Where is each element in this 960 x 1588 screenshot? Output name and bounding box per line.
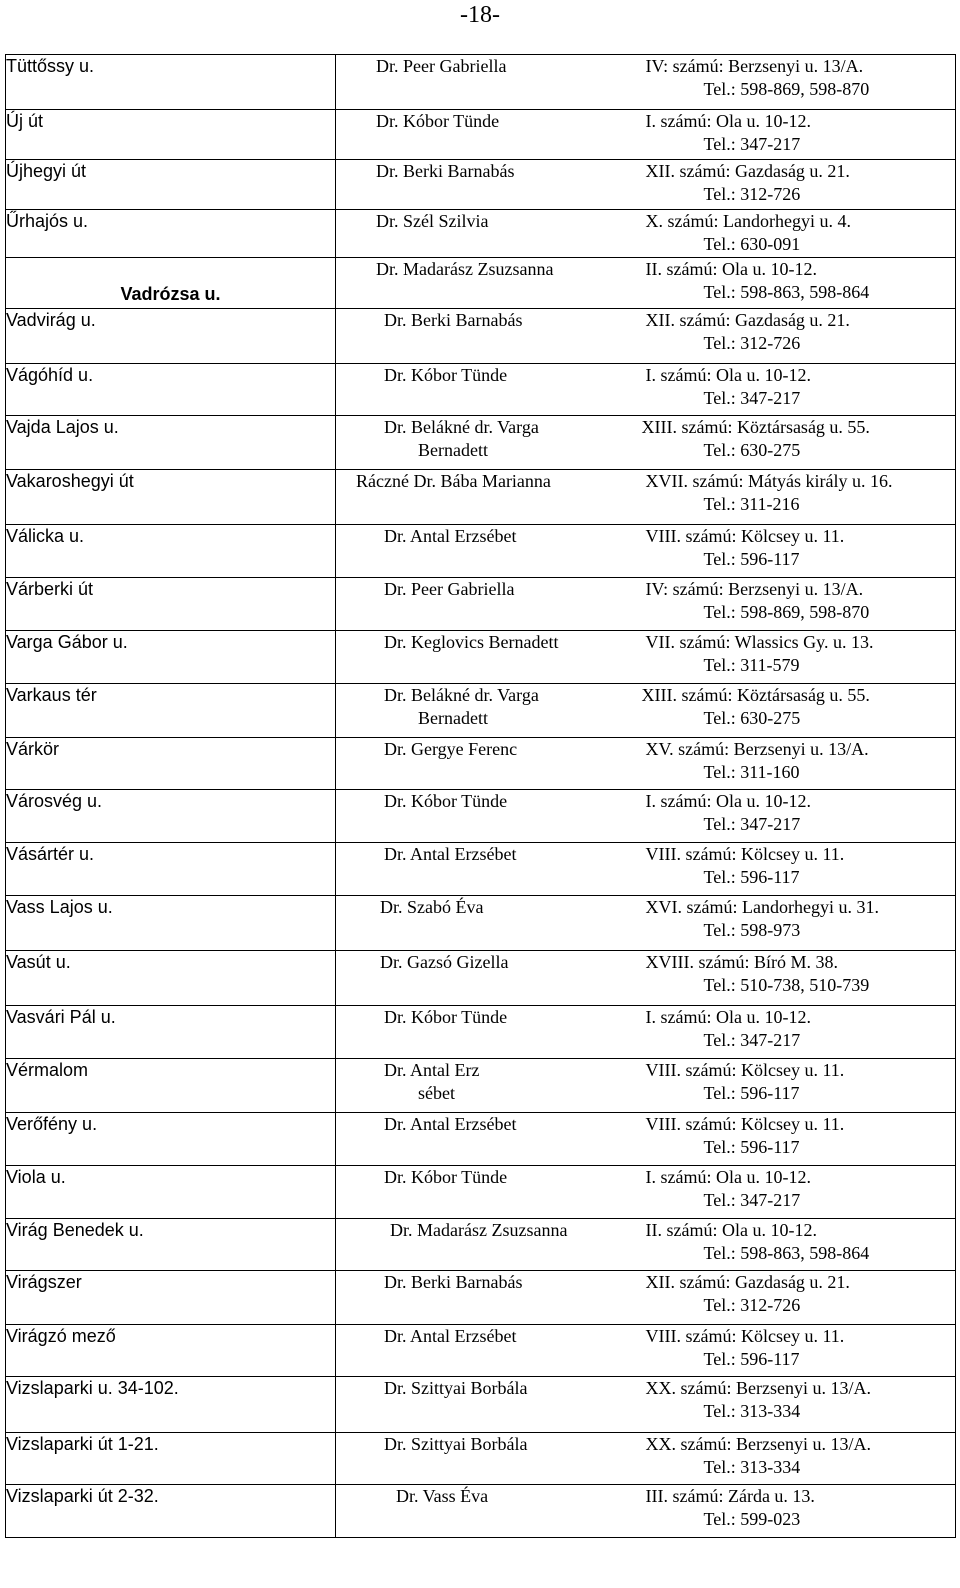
street-name-cell: Várkör xyxy=(6,738,336,790)
phone-number: Tel.: 311-579 xyxy=(703,655,800,675)
street-name-cell: Városvég u. xyxy=(6,790,336,843)
office-address: VIII. számú: Kölcsey u. 11. xyxy=(645,526,845,546)
office-address: IV: számú: Berzsenyi u. 13/A. xyxy=(645,579,864,599)
table-row xyxy=(6,578,956,631)
office-address: XII. számú: Gazdaság u. 21. xyxy=(645,310,850,330)
phone-number: Tel.: 347-217 xyxy=(703,1030,801,1050)
phone-number: Tel.: 347-217 xyxy=(703,1190,801,1210)
phone-number: Tel.: 312-726 xyxy=(703,333,801,353)
office-address: I. számú: Ola u. 10-12. xyxy=(645,1007,811,1027)
office-address: XVIII. számú: Bíró M. 38. xyxy=(645,952,838,972)
table-row xyxy=(6,790,956,843)
table-row xyxy=(6,55,956,110)
phone-number: Tel.: 311-216 xyxy=(703,494,800,514)
district-office-cell xyxy=(626,1325,956,1377)
table-row xyxy=(6,110,956,160)
table-row xyxy=(6,738,956,790)
table-row xyxy=(6,1485,956,1538)
doctor-cell xyxy=(336,1433,626,1485)
district-office-cell xyxy=(626,1219,956,1271)
street-name-cell: Vasvári Pál u. xyxy=(6,1006,336,1059)
doctor-cell xyxy=(336,1219,626,1271)
doctor-name: Dr. Keglovics Bernadett xyxy=(384,632,559,652)
doctor-cell xyxy=(336,578,626,631)
doctor-cell xyxy=(336,951,626,1006)
district-office-cell xyxy=(626,364,956,416)
district-office-cell xyxy=(626,1059,956,1113)
office-address: XIII. számú: Köztársaság u. 55. xyxy=(641,417,870,437)
doctor-name: Dr. Berki Barnabás xyxy=(384,310,523,330)
doctor-name: Bernadett xyxy=(418,440,488,460)
street-name-cell: Vizslaparki út 1-21. xyxy=(6,1433,336,1485)
phone-number: Tel.: 598-869, 598-870 xyxy=(703,602,870,622)
table-row xyxy=(6,160,956,210)
street-district-table xyxy=(5,54,956,1538)
phone-number: Tel.: 510-738, 510-739 xyxy=(703,975,870,995)
table-row xyxy=(6,1377,956,1433)
street-name-cell: Új út xyxy=(6,110,336,160)
phone-number: Tel.: 311-160 xyxy=(703,762,800,782)
phone-number: Tel.: 598-869, 598-870 xyxy=(703,79,870,99)
phone-number: Tel.: 347-217 xyxy=(703,134,801,154)
street-name-cell: Vajda Lajos u. xyxy=(6,416,336,470)
phone-number: Tel.: 312-726 xyxy=(703,184,801,204)
phone-number: Tel.: 313-334 xyxy=(703,1401,801,1421)
office-address: XVI. számú: Landorhegyi u. 31. xyxy=(645,897,879,917)
phone-number: Tel.: 347-217 xyxy=(703,388,801,408)
phone-number: Tel.: 596-117 xyxy=(703,1083,800,1103)
doctor-cell xyxy=(336,1059,626,1113)
doctor-cell xyxy=(336,55,626,110)
doctor-cell xyxy=(336,309,626,364)
office-address: XIII. számú: Köztársaság u. 55. xyxy=(641,685,870,705)
phone-number: Tel.: 630-275 xyxy=(703,708,801,728)
doctor-cell xyxy=(336,1166,626,1219)
doctor-name: Dr. Madarász Zsuzsanna xyxy=(376,259,554,279)
office-address: VIII. számú: Kölcsey u. 11. xyxy=(645,1326,845,1346)
street-name-cell: Vass Lajos u. xyxy=(6,896,336,951)
street-name-cell: Vizslaparki út 2-32. xyxy=(6,1485,336,1538)
doctor-cell xyxy=(336,843,626,896)
doctor-cell xyxy=(336,416,626,470)
doctor-cell xyxy=(336,110,626,160)
phone-number: Tel.: 313-334 xyxy=(703,1457,801,1477)
office-address: I. számú: Ola u. 10-12. xyxy=(645,111,811,131)
phone-number: Tel.: 596-117 xyxy=(703,1137,800,1157)
office-address: III. számú: Zárda u. 13. xyxy=(645,1486,815,1506)
table-row xyxy=(6,364,956,416)
district-office-cell xyxy=(626,631,956,684)
doctor-cell xyxy=(336,1377,626,1433)
doctor-name: Dr. Antal Erzsébet xyxy=(384,1114,517,1134)
doctor-name: Dr. Madarász Zsuzsanna xyxy=(390,1220,568,1240)
doctor-name: Dr. Szabó Éva xyxy=(380,897,484,917)
district-office-cell xyxy=(626,843,956,896)
doctor-cell xyxy=(336,470,626,525)
table-row xyxy=(6,210,956,258)
district-office-cell xyxy=(626,55,956,110)
street-name-cell: Varkaus tér xyxy=(6,684,336,738)
phone-number: Tel.: 598-863, 598-864 xyxy=(703,1243,870,1263)
street-name-cell: Vasút u. xyxy=(6,951,336,1006)
doctor-name: Dr. Kóbor Tünde xyxy=(384,1167,508,1187)
doctor-name: Dr. Szittyai Borbála xyxy=(384,1378,528,1398)
district-office-cell xyxy=(626,1377,956,1433)
doctor-cell xyxy=(336,1006,626,1059)
doctor-name: Dr. Gazsó Gizella xyxy=(380,952,509,972)
street-name-cell: Űrhajós u. xyxy=(6,210,336,258)
table-row xyxy=(6,684,956,738)
street-name-cell: Várberki út xyxy=(6,578,336,631)
district-office-cell xyxy=(626,738,956,790)
district-office-cell xyxy=(626,790,956,843)
office-address: XII. számú: Gazdaság u. 21. xyxy=(645,161,850,181)
doctor-name: Dr. Antal Erz xyxy=(384,1060,480,1080)
doctor-name: sébet xyxy=(418,1083,455,1103)
table-row xyxy=(6,1006,956,1059)
doctor-cell xyxy=(336,1485,626,1538)
table-row xyxy=(6,525,956,578)
doctor-name: Dr. Peer Gabriella xyxy=(384,579,515,599)
doctor-name: Ráczné Dr. Bába Marianna xyxy=(356,471,551,491)
district-office-cell xyxy=(626,578,956,631)
doctor-cell xyxy=(336,364,626,416)
street-name-cell: Vizslaparki u. 34-102. xyxy=(6,1377,336,1433)
doctor-cell xyxy=(336,258,626,309)
doctor-cell xyxy=(336,738,626,790)
doctor-name: Dr. Belákné dr. Varga xyxy=(384,417,539,437)
table-row xyxy=(6,843,956,896)
doctor-name: Dr. Szittyai Borbála xyxy=(384,1434,528,1454)
street-name-cell: Varga Gábor u. xyxy=(6,631,336,684)
office-address: I. számú: Ola u. 10-12. xyxy=(645,365,811,385)
district-office-cell xyxy=(626,1433,956,1485)
office-address: VIII. számú: Kölcsey u. 11. xyxy=(645,1114,845,1134)
street-name-cell: Vásártér u. xyxy=(6,843,336,896)
doctor-cell xyxy=(336,684,626,738)
street-name-cell: Verőfény u. xyxy=(6,1113,336,1166)
table-row xyxy=(6,470,956,525)
doctor-cell xyxy=(336,1325,626,1377)
district-office-cell xyxy=(626,1006,956,1059)
district-office-cell xyxy=(626,1113,956,1166)
phone-number: Tel.: 630-091 xyxy=(703,234,801,254)
doctor-name: Dr. Kóbor Tünde xyxy=(384,1007,508,1027)
phone-number: Tel.: 596-117 xyxy=(703,1349,800,1369)
table-row xyxy=(6,951,956,1006)
table-row xyxy=(6,309,956,364)
doctor-name: Dr. Antal Erzsébet xyxy=(384,526,517,546)
doctor-name: Dr. Kóbor Tünde xyxy=(384,365,508,385)
doctor-cell xyxy=(336,790,626,843)
district-office-cell xyxy=(626,951,956,1006)
district-office-cell xyxy=(626,684,956,738)
doctor-cell xyxy=(336,896,626,951)
doctor-name: Dr. Antal Erzsébet xyxy=(384,844,517,864)
phone-number: Tel.: 596-117 xyxy=(703,867,800,887)
doctor-name: Dr. Peer Gabriella xyxy=(376,56,507,76)
doctor-cell xyxy=(336,160,626,210)
doctor-name: Dr. Kóbor Tünde xyxy=(376,111,500,131)
street-name-cell: Tüttőssy u. xyxy=(6,55,336,110)
doctor-name: Dr. Kóbor Tünde xyxy=(384,791,508,811)
doctor-name: Dr. Berki Barnabás xyxy=(384,1272,523,1292)
district-office-cell xyxy=(626,210,956,258)
street-name-cell: Vakaroshegyi út xyxy=(6,470,336,525)
district-office-cell xyxy=(626,309,956,364)
office-address: I. számú: Ola u. 10-12. xyxy=(645,791,811,811)
street-name-cell: Vadvirág u. xyxy=(6,309,336,364)
district-office-cell xyxy=(626,1166,956,1219)
district-office-cell xyxy=(626,160,956,210)
street-name-cell: Virág Benedek u. xyxy=(6,1219,336,1271)
doctor-name: Dr. Szél Szilvia xyxy=(376,211,489,231)
phone-number: Tel.: 598-863, 598-864 xyxy=(703,282,870,302)
doctor-cell xyxy=(336,631,626,684)
table-body xyxy=(6,55,956,1538)
district-office-cell xyxy=(626,416,956,470)
street-name-cell: Vágóhíd u. xyxy=(6,364,336,416)
table-row xyxy=(6,416,956,470)
district-office-cell xyxy=(626,525,956,578)
doctor-name: Dr. Vass Éva xyxy=(396,1486,489,1506)
district-office-cell xyxy=(626,110,956,160)
district-office-cell xyxy=(626,896,956,951)
table-row xyxy=(6,1113,956,1166)
doctor-cell xyxy=(336,1271,626,1325)
table-row xyxy=(6,1325,956,1377)
table-row xyxy=(6,1166,956,1219)
doctor-cell xyxy=(336,1113,626,1166)
district-office-cell xyxy=(626,258,956,309)
office-address: XX. számú: Berzsenyi u. 13/A. xyxy=(645,1378,871,1398)
district-office-cell xyxy=(626,1271,956,1325)
page-number: -18- xyxy=(460,2,500,28)
phone-number: Tel.: 630-275 xyxy=(703,440,801,460)
office-address: II. számú: Ola u. 10-12. xyxy=(645,259,817,279)
phone-number: Tel.: 599-023 xyxy=(703,1509,801,1529)
office-address: XX. számú: Berzsenyi u. 13/A. xyxy=(645,1434,871,1454)
table-row xyxy=(6,896,956,951)
doctor-name: Dr. Berki Barnabás xyxy=(376,161,515,181)
office-address: VII. számú: Wlassics Gy. u. 13. xyxy=(645,632,874,652)
street-name-cell: Újhegyi út xyxy=(6,160,336,210)
office-address: XV. számú: Berzsenyi u. 13/A. xyxy=(645,739,869,759)
phone-number: Tel.: 596-117 xyxy=(703,549,800,569)
doctor-name: Dr. Gergye Ferenc xyxy=(384,739,518,759)
phone-number: Tel.: 347-217 xyxy=(703,814,801,834)
district-office-cell xyxy=(626,470,956,525)
doctor-name: Bernadett xyxy=(418,708,488,728)
street-name-cell: Válicka u. xyxy=(6,525,336,578)
street-name-cell: Virágszer xyxy=(6,1271,336,1325)
street-name-cell: Virágzó mező xyxy=(6,1325,336,1377)
office-address: XVII. számú: Mátyás király u. 16. xyxy=(645,471,893,491)
doctor-name: Dr. Belákné dr. Varga xyxy=(384,685,539,705)
office-address: X. számú: Landorhegyi u. 4. xyxy=(645,211,851,231)
table-row xyxy=(6,1059,956,1113)
office-address: XII. számú: Gazdaság u. 21. xyxy=(645,1272,850,1292)
street-name-cell: Vérmalom xyxy=(6,1059,336,1113)
doctor-name: Dr. Antal Erzsébet xyxy=(384,1326,517,1346)
office-address: VIII. számú: Kölcsey u. 11. xyxy=(645,844,845,864)
doctor-cell xyxy=(336,525,626,578)
street-name-cell: Vadrózsa u. xyxy=(6,258,336,309)
phone-number: Tel.: 598-973 xyxy=(703,920,801,940)
district-office-cell xyxy=(626,1485,956,1538)
office-address: I. számú: Ola u. 10-12. xyxy=(645,1167,811,1187)
office-address: II. számú: Ola u. 10-12. xyxy=(645,1220,817,1240)
street-name-cell: Viola u. xyxy=(6,1166,336,1219)
table-row xyxy=(6,1433,956,1485)
table-row xyxy=(6,631,956,684)
table-row xyxy=(6,1219,956,1271)
phone-number: Tel.: 312-726 xyxy=(703,1295,801,1315)
table-row xyxy=(6,258,956,309)
table-row xyxy=(6,1271,956,1325)
doctor-cell xyxy=(336,210,626,258)
office-address: IV: számú: Berzsenyi u. 13/A. xyxy=(645,56,864,76)
office-address: VIII. számú: Kölcsey u. 11. xyxy=(645,1060,845,1080)
